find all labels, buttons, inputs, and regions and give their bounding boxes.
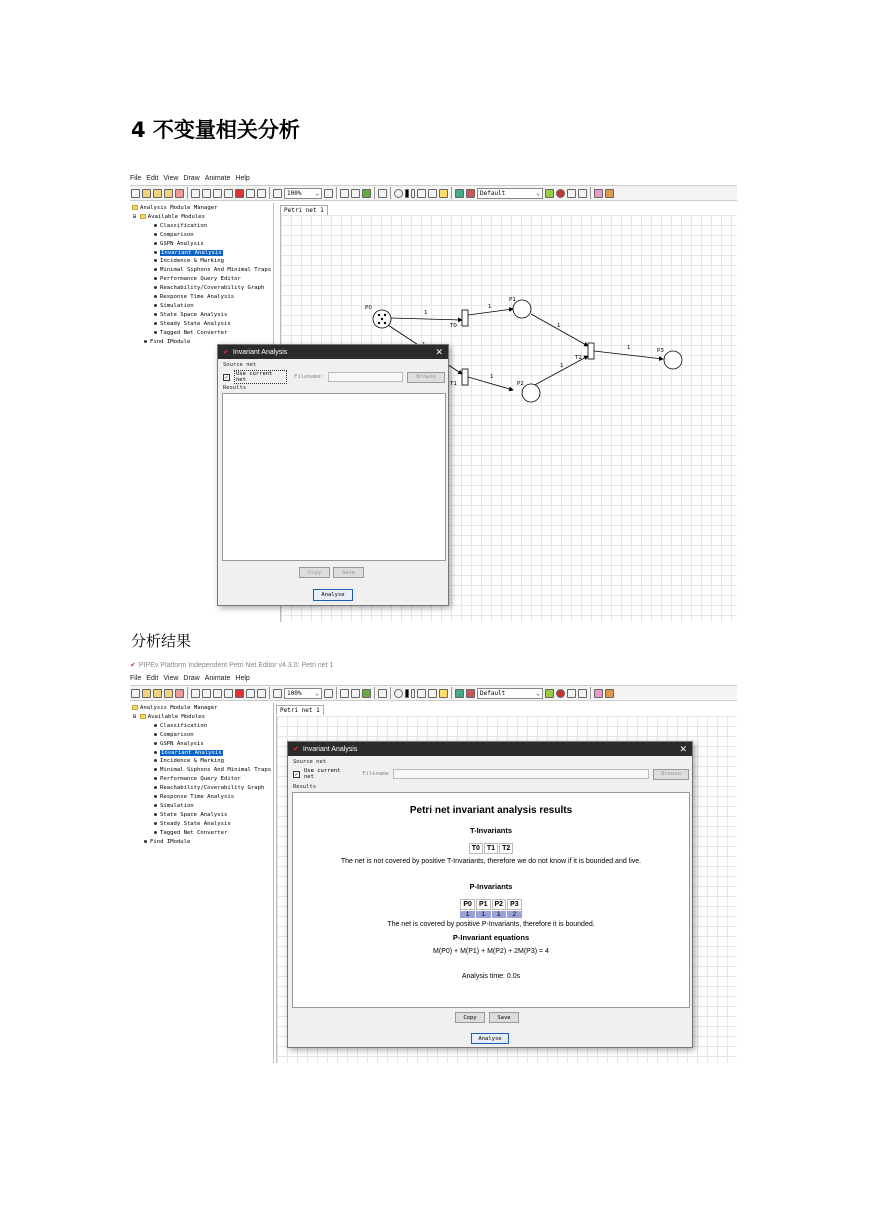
undo-icon[interactable]: [246, 689, 255, 698]
source-net-row: [293, 768, 689, 780]
transition-t2[interactable]: [588, 343, 594, 359]
add-token-icon[interactable]: [455, 189, 464, 198]
leaf-icon: [154, 277, 157, 280]
source-net-row: [223, 370, 445, 384]
leaf-icon: [154, 242, 157, 245]
arc-p0-t0[interactable]: [391, 318, 462, 320]
p-invariants-text: The net is covered by positive P-Invariants, therefore it is bounded.: [387, 921, 595, 928]
stop-icon[interactable]: [556, 689, 565, 698]
close-net-icon[interactable]: [175, 689, 184, 698]
token-class-value: Default: [480, 689, 506, 697]
leaf-icon: [154, 233, 157, 236]
save-button[interactable]: Save: [333, 567, 364, 578]
zoom-value: 100%: [287, 689, 302, 697]
transition-label-t2: T2: [575, 355, 582, 361]
t-invariants-header: T2: [499, 843, 513, 854]
copy-button[interactable]: Copy: [299, 567, 330, 578]
leaf-icon: [154, 259, 157, 262]
menu-bar: [130, 175, 250, 182]
pipe-logo-icon: ✔: [130, 662, 136, 669]
leaf-icon: [154, 786, 157, 789]
folder-icon: [132, 205, 138, 210]
annotation-icon[interactable]: [439, 189, 448, 198]
tree-item[interactable]: Steady State Analysis: [132, 820, 271, 829]
place-p2[interactable]: [522, 384, 540, 402]
chevron-down-icon: ⌄: [315, 689, 319, 697]
zoom-value: 100%: [287, 189, 302, 197]
tree-item[interactable]: Minimal Siphons And Minimal Traps: [132, 766, 271, 775]
menu-edit[interactable]: Edit: [146, 175, 159, 182]
drag-icon[interactable]: [351, 189, 360, 198]
results-panel: [292, 792, 690, 1008]
save-as-icon[interactable]: [164, 689, 173, 698]
tree-group[interactable]: ⊟ Available Modules: [133, 713, 206, 720]
filename-field[interactable]: [393, 769, 649, 779]
menu-bar: [130, 675, 250, 682]
t-invariants-header: T1: [484, 843, 498, 854]
browse-button[interactable]: Browse: [653, 769, 689, 780]
tree-item-invariant-analysis[interactable]: Invariant Analysis: [132, 249, 271, 258]
tree-item[interactable]: Classification: [132, 222, 271, 231]
grid-icon[interactable]: [340, 689, 349, 698]
leaf-icon: [144, 340, 147, 343]
source-net-label: Source net: [223, 362, 257, 368]
tree-item[interactable]: Steady State Analysis: [132, 320, 271, 329]
new-icon[interactable]: [131, 189, 140, 198]
toolbar-separator: [374, 187, 375, 199]
copy-icon[interactable]: [224, 689, 233, 698]
place-label-p1: P1: [509, 297, 516, 303]
token-class-value: Default: [480, 189, 506, 197]
transition-t0[interactable]: [462, 310, 468, 326]
toolbar-separator: [390, 187, 391, 199]
t-invariants-header: T0: [469, 843, 483, 854]
zoom-icon[interactable]: [273, 189, 282, 198]
pipe-logo-icon: ✔: [223, 349, 229, 356]
immediate-transition-icon[interactable]: [405, 189, 409, 198]
arc-weight-label: 1: [490, 374, 494, 380]
t-invariants-table: [468, 842, 515, 855]
tree-item[interactable]: Performance Query Editor: [132, 275, 271, 284]
place-icon[interactable]: [394, 189, 403, 198]
place-label-p0: P0: [365, 305, 372, 311]
menu-animate[interactable]: Animate: [204, 175, 231, 182]
screenshot-editor-after: [130, 660, 737, 1063]
t-invariants-text: The net is not covered by positive T-Invariants, therefore we do not know if it is bounded and live.: [340, 858, 642, 865]
dialog-title-bar: [288, 742, 692, 756]
print-icon[interactable]: [191, 189, 200, 198]
rate-icon[interactable]: [567, 689, 576, 698]
leaf-icon: [154, 831, 157, 834]
results-title: Petri net invariant analysis results: [409, 805, 573, 816]
chevron-down-icon: ⌄: [536, 689, 540, 697]
tree-item[interactable]: Classification: [132, 722, 271, 731]
screenshot-editor-before: [130, 174, 737, 622]
tree-item[interactable]: Comparison: [132, 231, 271, 240]
animate-icon[interactable]: [362, 689, 371, 698]
p-invariant-value: 1: [460, 911, 475, 918]
use-current-net-checkbox[interactable]: ✓: [294, 770, 299, 778]
tree-item[interactable]: Tagged Net Converter: [132, 329, 271, 338]
layout-icon[interactable]: [594, 689, 603, 698]
close-net-icon[interactable]: [175, 189, 184, 198]
invariant-analysis-dialog: [287, 741, 693, 1048]
tree-item[interactable]: State Space Analysis: [132, 811, 271, 820]
tree-item[interactable]: Response Time Analysis: [132, 293, 271, 302]
results-content: [293, 793, 689, 980]
arc-weight-label: 1: [560, 363, 564, 369]
timed-transition-icon[interactable]: [411, 689, 415, 698]
immediate-transition-icon[interactable]: [405, 689, 409, 698]
leaf-icon: [154, 724, 157, 727]
toolbar-separator: [590, 687, 591, 699]
toolbar: [130, 685, 737, 701]
zoom-in-icon[interactable]: [324, 689, 333, 698]
p-invariants-heading: P-Invariants: [469, 882, 513, 891]
token-editor-icon[interactable]: [545, 189, 554, 198]
menu-file[interactable]: File: [130, 675, 142, 682]
results-panel: [222, 393, 446, 561]
redo-icon[interactable]: [257, 189, 266, 198]
select-icon[interactable]: [378, 189, 387, 198]
use-current-net-label[interactable]: Use current net: [234, 370, 287, 384]
tree-item[interactable]: Incidence & Marking: [132, 757, 271, 766]
tree-find[interactable]: Find IModule: [132, 338, 271, 347]
stop-icon[interactable]: [556, 189, 565, 198]
delete-icon[interactable]: [235, 689, 244, 698]
use-current-net-checkbox[interactable]: ✓: [224, 373, 229, 381]
leaf-icon: [154, 295, 157, 298]
tree-root[interactable]: Analysis Module Manager: [132, 704, 271, 713]
leaf-icon: [154, 795, 157, 798]
transition-label-t0: T0: [450, 323, 457, 329]
save-icon[interactable]: [153, 689, 162, 698]
open-icon[interactable]: [142, 189, 151, 198]
zoom-in-icon[interactable]: [324, 189, 333, 198]
p-invariants-table: [459, 898, 522, 919]
tree-item[interactable]: Comparison: [132, 731, 271, 740]
arc-weight-label: 1: [627, 345, 631, 351]
grid-icon[interactable]: [340, 189, 349, 198]
leaf-icon: [154, 224, 157, 227]
toolbar-separator: [187, 187, 188, 199]
leaf-icon: [154, 822, 157, 825]
leaf-icon: [154, 813, 157, 816]
tree-group[interactable]: ⊟ Available Modules: [133, 213, 206, 220]
chevron-down-icon: ⌄: [536, 189, 540, 197]
tree-item[interactable]: Tagged Net Converter: [132, 829, 271, 838]
toolbar: [130, 185, 737, 201]
tree-item[interactable]: Response Time Analysis: [132, 793, 271, 802]
arc-weight-label: 1: [557, 323, 561, 329]
add-token-icon[interactable]: [455, 689, 464, 698]
copy-button[interactable]: Copy: [455, 1012, 485, 1023]
delete-token-icon[interactable]: [466, 189, 475, 198]
tree-find[interactable]: Find IModule: [132, 838, 271, 847]
export-icon[interactable]: [202, 689, 211, 698]
new-icon[interactable]: [131, 689, 140, 698]
menu-edit[interactable]: Edit: [146, 675, 159, 682]
filename-label: Filename:: [294, 374, 324, 380]
transition-t1[interactable]: [462, 369, 468, 385]
save-icon[interactable]: [153, 189, 162, 198]
step-icon[interactable]: [578, 189, 587, 198]
toolbar-separator: [451, 687, 452, 699]
tree-item[interactable]: Simulation: [132, 302, 271, 311]
redo-icon[interactable]: [257, 689, 266, 698]
zoom-select[interactable]: [284, 688, 322, 699]
select-icon[interactable]: [378, 689, 387, 698]
leaf-icon: [144, 840, 147, 843]
arc-icon[interactable]: [417, 189, 426, 198]
rate-icon[interactable]: [567, 189, 576, 198]
folder-icon: [140, 214, 146, 219]
token-class-select[interactable]: [477, 688, 543, 699]
invariant-analysis-dialog: [217, 344, 449, 606]
import-icon[interactable]: [213, 689, 222, 698]
menu-view[interactable]: View: [163, 675, 179, 682]
menu-file[interactable]: File: [130, 175, 142, 182]
tree-item[interactable]: Performance Query Editor: [132, 775, 271, 784]
menu-help[interactable]: Help: [235, 675, 250, 682]
leaf-icon: [154, 751, 157, 754]
annotation-icon[interactable]: [439, 689, 448, 698]
leaf-icon: [154, 759, 157, 762]
leaf-icon: [154, 777, 157, 780]
zoom-select[interactable]: [284, 188, 322, 199]
tree-item[interactable]: GSPN Analysis: [132, 240, 271, 249]
leaf-icon: [154, 322, 157, 325]
p-invariant-value: 2: [507, 911, 522, 918]
menu-help[interactable]: Help: [235, 175, 250, 182]
menu-animate[interactable]: Animate: [204, 675, 231, 682]
leaf-icon: [154, 268, 157, 271]
arc-weight-label: 1: [424, 310, 428, 316]
menu-view[interactable]: View: [163, 175, 179, 182]
tree-item[interactable]: Reachability/Coverability Graph: [132, 284, 271, 293]
tree-item[interactable]: Simulation: [132, 802, 271, 811]
place-icon[interactable]: [394, 689, 403, 698]
leaf-icon: [154, 804, 157, 807]
arc-t2-p3[interactable]: [594, 351, 663, 359]
source-net-label: Source net: [293, 759, 327, 765]
delete-token-icon[interactable]: [466, 689, 475, 698]
tree-item-invariant-analysis[interactable]: Invariant Analysis: [132, 749, 271, 758]
section-heading: 4 不变量相关分析: [131, 118, 300, 142]
inhibitor-arc-icon[interactable]: [428, 189, 437, 198]
tab-petri-net-1[interactable]: Petri net 1: [276, 705, 324, 715]
leaf-icon: [154, 742, 157, 745]
expression-icon[interactable]: [605, 189, 614, 198]
folder-icon: [140, 714, 146, 719]
toolbar-separator: [590, 187, 591, 199]
p-invariant-value: 1: [492, 911, 507, 918]
tree-item[interactable]: Incidence & Marking: [132, 257, 271, 266]
animate-icon[interactable]: [362, 189, 371, 198]
tree-item[interactable]: Minimal Siphons And Minimal Traps: [132, 266, 271, 275]
module-tree: [130, 703, 274, 1063]
layout-icon[interactable]: [594, 189, 603, 198]
leaf-icon: [154, 286, 157, 289]
undo-icon[interactable]: [246, 189, 255, 198]
tree-item[interactable]: Reachability/Coverability Graph: [132, 784, 271, 793]
toolbar-separator: [336, 687, 337, 699]
export-icon[interactable]: [202, 189, 211, 198]
token-editor-icon[interactable]: [545, 689, 554, 698]
tree-root[interactable]: Analysis Module Manager: [132, 204, 271, 213]
p-invariants-header: P1: [476, 899, 491, 910]
transition-label-t1: T1: [450, 381, 457, 387]
use-current-net-label[interactable]: Use current net: [303, 768, 341, 780]
menu-draw[interactable]: Draw: [183, 675, 200, 682]
token-class-select[interactable]: [477, 188, 543, 199]
analyse-button[interactable]: Analyse: [313, 589, 353, 601]
folder-icon: [132, 705, 138, 710]
import-icon[interactable]: [213, 189, 222, 198]
toolbar-separator: [336, 187, 337, 199]
leaf-icon: [154, 768, 157, 771]
expression-icon[interactable]: [605, 689, 614, 698]
analyse-button[interactable]: Analyse: [471, 1033, 509, 1044]
results-label: Results: [223, 385, 247, 391]
chevron-down-icon: ⌄: [315, 189, 319, 197]
results-label: Results: [293, 784, 317, 790]
leaf-icon: [154, 331, 157, 334]
arc-weight-label: 1: [488, 304, 492, 310]
delete-icon[interactable]: [235, 189, 244, 198]
timed-transition-icon[interactable]: [411, 189, 415, 198]
tab-petri-net-1[interactable]: Petri net 1: [280, 205, 328, 215]
zoom-icon[interactable]: [273, 689, 282, 698]
dialog-title-bar: [218, 345, 448, 359]
toolbar-separator: [269, 187, 270, 199]
p-invariants-header: P2: [492, 899, 507, 910]
tree-item[interactable]: GSPN Analysis: [132, 740, 271, 749]
p-invariants-header: P0: [460, 899, 475, 910]
analysis-time: Analysis time: 0.0s: [461, 973, 521, 980]
open-icon[interactable]: [142, 689, 151, 698]
toolbar-separator: [269, 687, 270, 699]
arc-p1-t2[interactable]: [531, 314, 588, 346]
inhibitor-arc-icon[interactable]: [428, 689, 437, 698]
place-p3[interactable]: [664, 351, 682, 369]
menu-draw[interactable]: Draw: [183, 175, 200, 182]
save-button[interactable]: Save: [489, 1012, 519, 1023]
toolbar-separator: [187, 687, 188, 699]
t-invariants-heading: T-Invariants: [469, 826, 513, 835]
dialog-title: Invariant Analysis: [232, 349, 288, 356]
results-subheading: 分析结果: [131, 632, 192, 650]
save-as-icon[interactable]: [164, 189, 173, 198]
browse-button[interactable]: Browse: [407, 372, 445, 383]
p-invariant-equations-heading: P-Invariant equations: [452, 933, 530, 942]
leaf-icon: [154, 251, 157, 254]
p-invariant-value: 1: [476, 911, 491, 918]
pipe-logo-icon: ✔: [293, 746, 299, 753]
window-title-bar: [130, 661, 333, 669]
step-icon[interactable]: [578, 689, 587, 698]
p-invariant-equation: M(P0) + M(P1) + M(P2) + 2M(P3) = 4: [433, 948, 549, 955]
leaf-icon: [154, 733, 157, 736]
arc-icon[interactable]: [417, 689, 426, 698]
place-label-p3: P3: [657, 348, 664, 354]
drag-icon[interactable]: [351, 689, 360, 698]
print-icon[interactable]: [191, 689, 200, 698]
toolbar-separator: [390, 687, 391, 699]
tree-item[interactable]: State Space Analysis: [132, 311, 271, 320]
copy-icon[interactable]: [224, 189, 233, 198]
p-invariants-header: P3: [507, 899, 522, 910]
place-label-p2: P2: [517, 381, 524, 387]
dialog-title: Invariant Analysis: [302, 746, 358, 753]
filename-label: Filename: [362, 771, 389, 777]
toolbar-separator: [451, 187, 452, 199]
filename-field[interactable]: [328, 372, 403, 382]
toolbar-separator: [374, 687, 375, 699]
leaf-icon: [154, 313, 157, 316]
close-icon[interactable]: ✕: [435, 346, 443, 357]
close-icon[interactable]: ✕: [679, 743, 687, 754]
window-title: PIPEv Platform Independent Petri Net Editor v4.3.0: Petri net 1: [138, 661, 334, 669]
leaf-icon: [154, 304, 157, 307]
